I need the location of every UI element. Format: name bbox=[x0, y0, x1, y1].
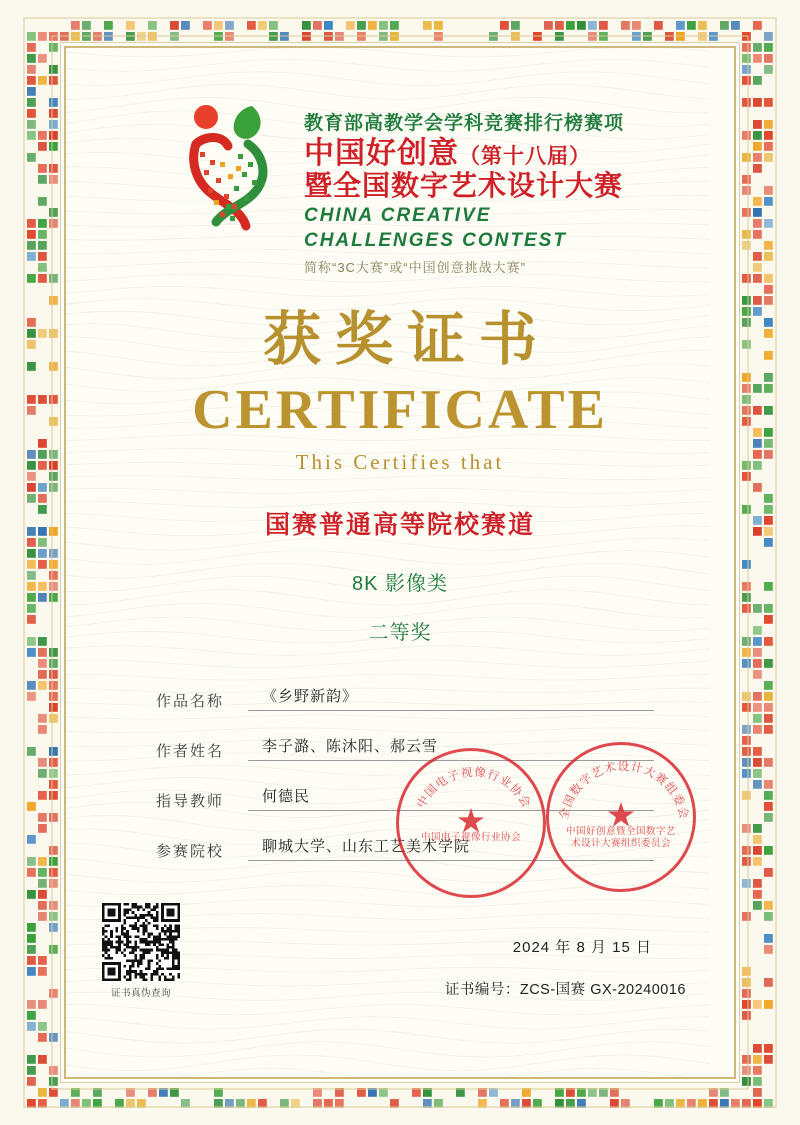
five-point-star-icon: ★ bbox=[605, 796, 637, 835]
field-label-work-title: 作品名称 bbox=[156, 692, 225, 710]
seal-arc-label-2: 全国数字艺术设计大赛组委会 bbox=[558, 761, 690, 821]
contest-abbreviation: 简称“3C大赛”或“中国创意挑战大赛” bbox=[303, 259, 526, 275]
certificate-title-en: CERTIFICATE bbox=[192, 378, 608, 441]
certificate-content bbox=[66, 48, 734, 1077]
field-value-advisor: 何德民 bbox=[248, 785, 654, 811]
seal-group bbox=[396, 748, 696, 908]
field-value-work-title: 《乡野新韵》 bbox=[248, 685, 654, 711]
qr-caption: 证书真伪查询 bbox=[110, 988, 171, 999]
award-level: 二等奖 bbox=[368, 621, 432, 644]
field-label-advisor: 指导教师 bbox=[156, 792, 225, 810]
seal-bottom-text-2: 中国好创意暨全国数字艺术设计大赛组织委员会 bbox=[565, 825, 676, 849]
certificate-number: 证书编号：ZCS-国赛 GX-20240016 bbox=[444, 982, 686, 998]
competition-track: 国赛普通高等院校赛道 bbox=[264, 510, 535, 539]
certificate-header bbox=[66, 48, 734, 276]
issue-date: 2024 年 8 月 15 日 bbox=[512, 939, 652, 956]
field-label-author: 作者姓名 bbox=[156, 742, 225, 760]
competition-category: 8K 影像类 bbox=[351, 572, 449, 595]
field-value-author: 李子潞、陈沐阳、郝云雪 bbox=[248, 735, 654, 761]
field-label-school: 参赛院校 bbox=[156, 842, 225, 860]
contest-subtitle: 暨全国数字艺术设计大赛 bbox=[303, 170, 623, 201]
seal-arc-label-1: 中国电子视像行业协会 bbox=[415, 766, 533, 811]
seal-electronic-video-association bbox=[396, 748, 546, 898]
seal-organizing-committee bbox=[546, 742, 696, 892]
qr-block[interactable] bbox=[98, 903, 184, 999]
field-row bbox=[156, 685, 654, 711]
contest-name: 中国好创意 bbox=[303, 137, 459, 170]
field-value-school: 聊城大学、山东工艺美术学院 bbox=[248, 835, 654, 861]
certificate-title-cn: 获奖证书 bbox=[262, 306, 551, 372]
seal-bottom-text-1: 中国电子视像行业协会 bbox=[420, 831, 521, 843]
five-point-star-icon: ★ bbox=[455, 802, 487, 841]
contest-edition: （第十八届） bbox=[458, 145, 591, 168]
contest-en-line-2: CHALLENGES CONTEST bbox=[303, 230, 567, 252]
contest-en-line-1: CHINA CREATIVE bbox=[303, 205, 492, 227]
qr-code-icon[interactable] bbox=[102, 903, 180, 981]
header-text-block bbox=[304, 100, 624, 276]
certificate-subtitle: This Certifies that bbox=[295, 449, 505, 474]
contest-name-line bbox=[304, 137, 624, 170]
org-line: 教育部高教学会学科竞赛排行榜赛项 bbox=[303, 113, 624, 134]
heart-leaf-mosaic-logo-icon bbox=[176, 100, 294, 232]
